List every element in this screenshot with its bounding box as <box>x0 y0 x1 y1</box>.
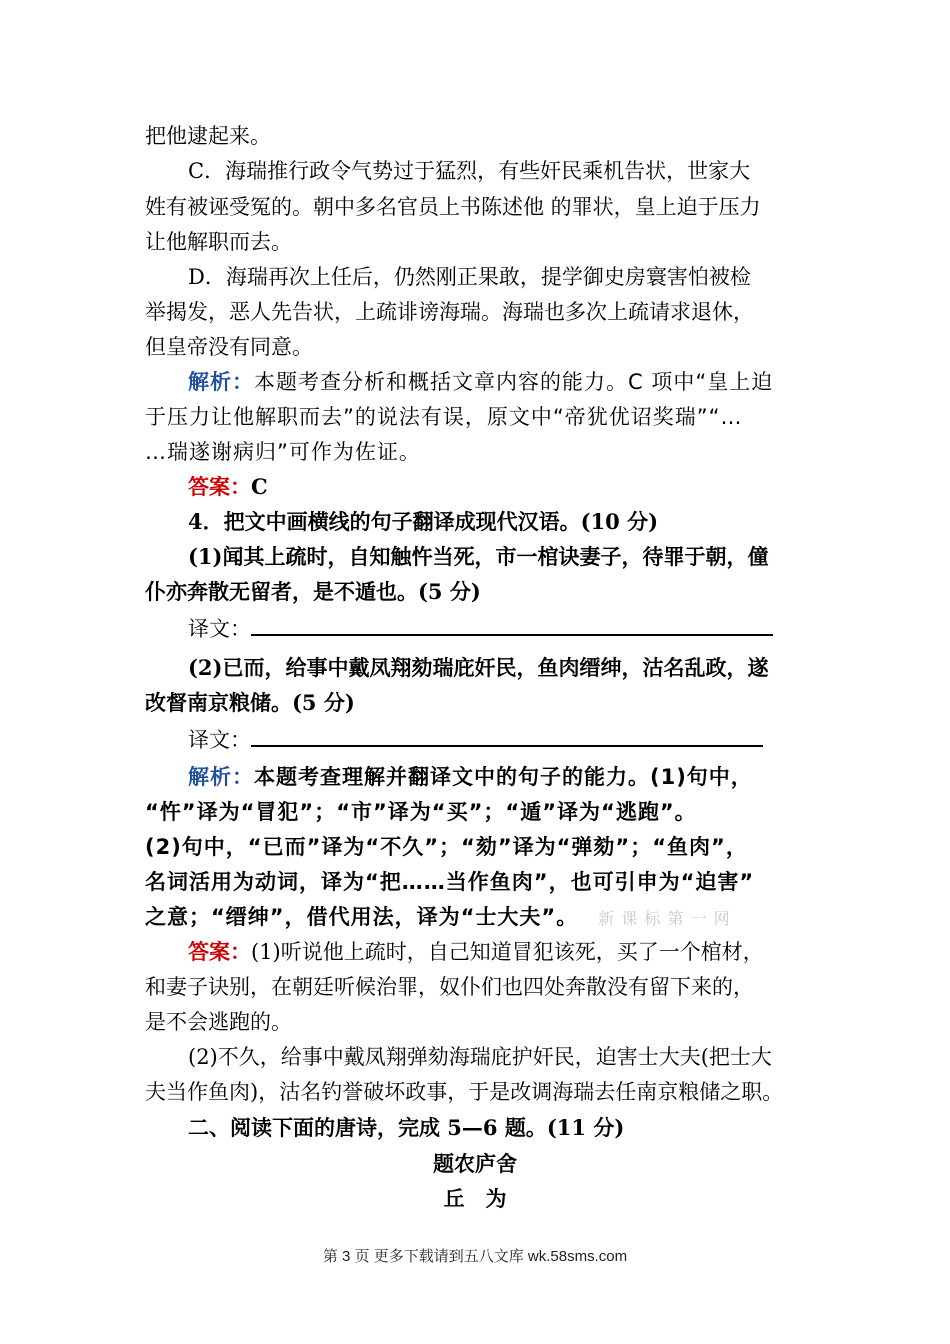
poem-author: 丘 为 <box>443 1186 507 1211</box>
analysis-line <box>188 763 858 791</box>
question-text-line: 改督南京粮储。(5 分) <box>145 690 355 715</box>
question-text-line: (2)已而，给事中戴凤翔劾瑞庇奸民，鱼肉缙绅，沽名乱政，遂 <box>188 655 769 680</box>
text-line: 把他逮起来。 <box>145 124 271 148</box>
option-c-line: C．海瑞推行政令气势过于猛烈，有些奸民乘机告状，世家大 <box>188 159 751 183</box>
analysis-text: 之意；“缙绅”，借代用法，译为“士大夫”。 <box>145 905 579 929</box>
answer-line <box>188 473 858 501</box>
answer-text-line: 是不会逃跑的。 <box>145 1010 292 1034</box>
answer-label: 答案： <box>188 474 251 499</box>
text-line: 举揭发，恶人先告状，上疏诽谤海瑞。海瑞也多次上疏请求退休， <box>145 300 754 324</box>
answer-text-line: 和妻子诀别，在朝廷听候治罪，奴仆们也四处奔散没有留下来的， <box>145 975 754 999</box>
text-line: 让他解职而去。 <box>145 230 292 254</box>
poem-title: 题农庐舍 <box>433 1151 517 1176</box>
analysis-text-line: “忤”译为“冒犯”；“市”译为“买”；“遁”译为“逃跑”。 <box>145 800 697 824</box>
page-footer: 第 3 页 更多下载请到五八文库 wk.58sms.com <box>322 1248 628 1265</box>
answer-text-line: 夫当作鱼肉)，沽名钓誉破坏政事，于是改调海瑞去任南京粮储之职。 <box>145 1080 784 1104</box>
analysis-text-line: 于压力让他解职而去”的说法有误，原文中“帝犹优诏奖瑞”“… <box>145 405 743 429</box>
answer-label: 答案： <box>188 939 251 964</box>
section-heading: 二、阅读下面的唐诗，完成 5—6 题。(11 分) <box>188 1115 625 1140</box>
question-4-title: 4．把文中画横线的句子翻译成现代汉语。(10 分) <box>188 509 659 534</box>
question-text-line: 仆亦奔散无留者，是不遁也。(5 分) <box>145 579 481 604</box>
analysis-line <box>188 368 858 396</box>
option-d-line: D．海瑞再次上任后，仍然刚正果敢，提学御史房寰害怕被检 <box>188 265 751 289</box>
translation-line-2 <box>188 725 858 754</box>
analysis-text: 本题考查理解并翻译文中的句子的能力。(1)句中， <box>254 765 753 789</box>
answer-text: C <box>251 474 268 499</box>
analysis-text-line <box>145 903 815 933</box>
analysis-label: 解析： <box>188 370 254 394</box>
translation-line-1 <box>188 614 858 643</box>
answer-text: (1)听说他上疏时，自己知道冒犯该死，买了一个棺材， <box>251 940 764 964</box>
question-text-line: (1)闻其上疏时，自知触忤当死，市一棺诀妻子，待罪于朝，僮 <box>188 544 769 569</box>
answer-blank[interactable] <box>251 725 763 747</box>
analysis-label: 解析： <box>188 765 254 789</box>
text-line: 姓有被诬受冤的。朝中多名官员上书陈述他 的罪状，皇上迫于压力 <box>145 195 761 219</box>
translation-label: 译文： <box>188 617 251 641</box>
analysis-text: 本题考查分析和概括文章内容的能力。C 项中“皇上迫 <box>254 370 774 394</box>
analysis-text-line: 名词活用为动词，译为“把……当作鱼肉”，也可引申为“迫害” <box>145 870 755 894</box>
answer-text-line: (2)不久，给事中戴凤翔弹劾海瑞庇护奸民，迫害士大夫(把士大 <box>188 1045 772 1069</box>
translation-label: 译文： <box>188 728 251 752</box>
answer-line <box>188 938 858 966</box>
analysis-text-line: (2)句中，“已而”译为“不久”；“劾”译为“弹劾”；“鱼肉”， <box>145 835 748 859</box>
analysis-text-line: …瑞遂谢病归”可作为佐证。 <box>145 440 421 464</box>
watermark: 新 课 标 第 一 网 <box>598 909 731 928</box>
answer-blank[interactable] <box>251 614 773 636</box>
text-line: 但皇帝没有同意。 <box>145 335 313 359</box>
